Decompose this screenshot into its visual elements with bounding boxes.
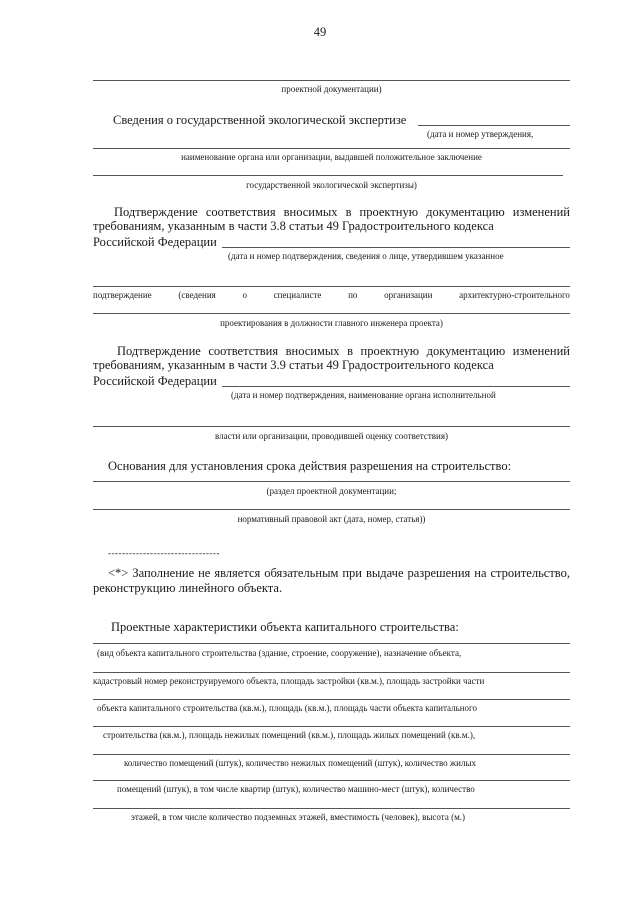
caption-word: (сведения [178,290,216,300]
ecology-label: Сведения о государственной экологической экспертизе [113,113,407,127]
ecology-caption-1: (дата и номер утверждения, [427,129,534,139]
caption-word: архитектурно-строительного [459,290,570,300]
confirm38-caption-1: (дата и номер подтверждения, сведения о лице, утвердившем указанное [228,251,504,261]
fill-line [222,386,570,387]
caption-word: по [348,290,358,300]
fill-line [93,175,563,176]
fill-line [93,80,570,81]
page-number: 49 [313,25,327,39]
fill-line [93,754,570,755]
caption-word: специалисте [273,290,322,300]
validity-caption-1: (раздел проектной документации; [266,486,397,496]
confirm39-caption-2: власти или организации, проводившей оценку соответствия) [215,431,448,441]
fill-line [93,672,570,673]
characteristics-caption-4: строительства (кв.м.), площадь нежилых помещений (кв.м.), площадь жилых помещений (кв.м.), [103,730,476,740]
characteristics-caption-2: кадастровый номер реконструируемого объекта, площадь застройки (кв.м.), площадь застройки части [93,676,485,686]
confirm38-caption-3: проектирования в должности главного инженера проекта) [220,318,443,328]
fill-line [93,643,570,644]
characteristics-caption-6: помещений (штук), в том числе квартир (штук), количество машино-мест (штук), количество [117,784,475,794]
characteristics-caption-5: количество помещений (штук), количество нежилых помещений (штук), количество жилых [124,758,476,768]
fill-line [93,780,570,781]
footnote-rule: -------------------------------- [108,548,220,558]
fill-line [93,286,570,287]
fill-line [93,313,570,314]
project-doc-caption: проектной документации) [281,84,382,94]
characteristics-caption-7: этажей, в том числе количество подземных этажей, вместимость (человек), высота (м.) [131,812,466,822]
confirm39-caption-1: (дата и номер подтверждения, наименование органа исполнительной [231,390,496,400]
confirm38-text: Подтверждение соответствия вносимых в проектную документацию изменений требованиям, указанным в части 3.8 статьи 49 Градостроительного кодекса [93,205,570,233]
characteristics-caption-1: (вид объекта капитального строительства (здание, строение, сооружение), назначение объекта, [97,648,462,658]
fill-line [93,808,570,809]
confirm39-last-line: Российской Федерации [93,374,217,388]
fill-line [93,426,570,427]
caption-word: о [242,290,247,300]
validity-caption-2: нормативный правовой акт (дата, номер, статья)) [237,514,426,524]
confirm39-text: Подтверждение соответствия вносимых в проектную документацию изменений требованиям, указанным в части 3.9 статьи 49 Градостроительного кодекса [93,344,570,372]
fill-line [222,247,570,248]
ecology-caption-3: государственной экологической экспертизы) [246,180,417,190]
confirm38-last-line: Российской Федерации [93,235,217,249]
footnote-text: <*> Заполнение не является обязательным при выдаче разрешения на строительство, реконструкцию линейного объекта. [93,566,570,595]
fill-line [93,699,570,700]
ecology-caption-2: наименование органа или организации, выдавшей положительное заключение [181,152,482,162]
confirm38-caption-2 [93,290,570,300]
characteristics-label: Проектные характеристики объекта капитального строительства: [111,620,459,634]
caption-word: подтверждение [93,290,152,300]
fill-line [93,726,570,727]
fill-line [93,148,570,149]
characteristics-caption-3: объекта капитального строительства (кв.м.), площадь (кв.м.), площадь части объекта капитального [97,703,477,713]
caption-word: организации [384,290,433,300]
fill-line [418,125,570,126]
fill-line [93,481,570,482]
validity-label: Основания для установления срока действия разрешения на строительство: [108,459,512,473]
fill-line [93,509,570,510]
